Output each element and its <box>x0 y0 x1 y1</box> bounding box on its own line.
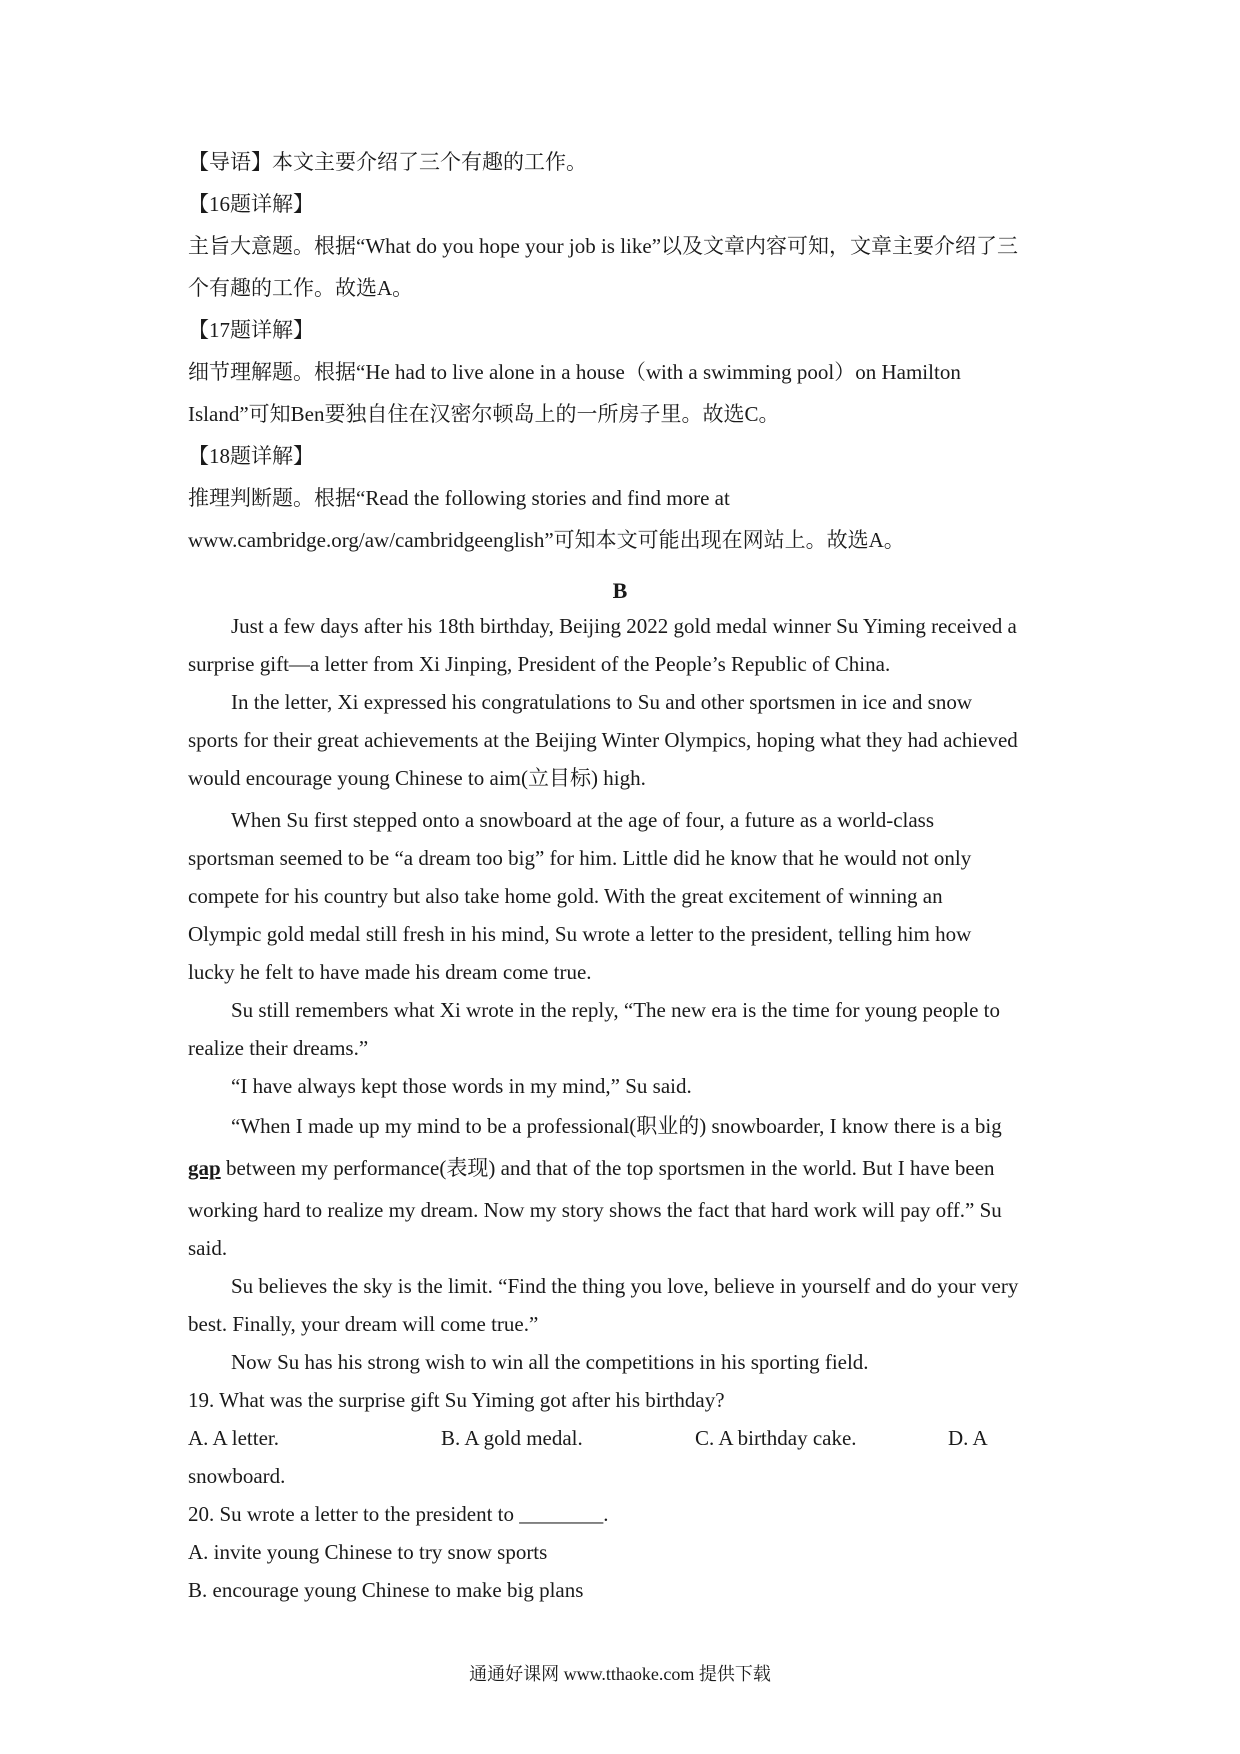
q18-explanation-line: www.cambridge.org/aw/cambridgeenglish”可知本文可能出现在网站上。故选A。 <box>188 528 905 552</box>
passage-line: surprise gift—a letter from Xi Jinping, President of the People’s Republic of China. <box>188 652 891 676</box>
q19-option-d: D. A <box>948 1426 988 1450</box>
q18-explanation-line: 推理判断题。根据“Read the following stories and find more at <box>188 486 730 510</box>
passage-line: Just a few days after his 18th birthday, Beijing 2022 gold medal winner Su Yiming received a <box>231 614 1017 638</box>
passage-line: working hard to realize my dream. Now my story shows the fact that hard work will pay off.” Su <box>188 1198 1002 1222</box>
q19-option-b: B. A gold medal. <box>441 1426 583 1450</box>
passage-line: Olympic gold medal still fresh in his mind, Su wrote a letter to the president, telling him how <box>188 922 972 946</box>
q17-explanation-line: 细节理解题。根据“He had to live alone in a house（with a swimming pool）on Hamilton <box>188 360 961 384</box>
q17-explanation-line: Island”可知Ben要独自住在汉密尔顿岛上的一所房子里。故选C。 <box>188 402 780 426</box>
q17-title: 【17题详解】 <box>188 318 314 342</box>
q19-option-c: C. A birthday cake. <box>695 1426 857 1450</box>
passage-line: Now Su has his strong wish to win all the competitions in his sporting field. <box>231 1350 869 1374</box>
passage-line: Su believes the sky is the limit. “Find the thing you love, believe in yourself and do your very <box>231 1274 1019 1298</box>
passage-line: said. <box>188 1236 228 1260</box>
passage-line: “When I made up my mind to be a professional(职业的) snowboarder, I know there is a big <box>231 1114 1002 1138</box>
passage-line-with-gap <box>188 1156 995 1181</box>
passage-line: realize their dreams.” <box>188 1036 369 1060</box>
passage-line: Su still remembers what Xi wrote in the reply, “The new era is the time for young people to <box>231 998 1001 1022</box>
passage-line: When Su first stepped onto a snowboard at the age of four, a future as a world-class <box>231 808 935 832</box>
passage-line: sports for their great achievements at the Beijing Winter Olympics, hoping what they had achieved <box>188 728 1018 752</box>
passage-line: lucky he felt to have made his dream come true. <box>188 960 592 984</box>
passage-line: would encourage young Chinese to aim(立目标) high. <box>188 766 646 790</box>
q16-explanation-line: 主旨大意题。根据“What do you hope your job is like”以及文章内容可知，文章主要介绍了三 <box>188 234 1019 258</box>
passage-line: compete for his country but also take home gold. With the great excitement of winning an <box>188 884 943 908</box>
question-20: 20. Su wrote a letter to the president to ________. <box>188 1502 609 1526</box>
passage-line: sportsman seemed to be “a dream too big” for him. Little did he know that he would not only <box>188 846 972 870</box>
page-footer: 通通好课网 www.tthaoke.com 提供下载 <box>469 1664 771 1684</box>
q16-title: 【16题详解】 <box>188 192 314 216</box>
q19-option-a: A. A letter. <box>188 1426 279 1450</box>
underlined-word: gap <box>188 1156 221 1180</box>
passage-line: In the letter, Xi expressed his congratulations to Su and other sportsmen in ice and snow <box>231 690 972 714</box>
passage-heading: B <box>612 578 628 603</box>
q16-explanation-line: 个有趣的工作。故选A。 <box>188 276 414 300</box>
q20-option-a: A. invite young Chinese to try snow sports <box>188 1540 548 1564</box>
q19-option-d-continued: snowboard. <box>188 1464 286 1488</box>
passage-line-text: between my performance(表现) and that of the top sportsmen in the world. But I have been <box>225 1156 995 1180</box>
intro-line: 【导语】本文主要介绍了三个有趣的工作。 <box>188 150 587 174</box>
passage-line: best. Finally, your dream will come true.” <box>188 1312 539 1336</box>
passage-line: “I have always kept those words in my mind,” Su said. <box>231 1074 692 1098</box>
q20-option-b: B. encourage young Chinese to make big plans <box>188 1578 584 1602</box>
question-19: 19. What was the surprise gift Su Yiming got after his birthday? <box>188 1388 725 1412</box>
q18-title: 【18题详解】 <box>188 444 314 468</box>
